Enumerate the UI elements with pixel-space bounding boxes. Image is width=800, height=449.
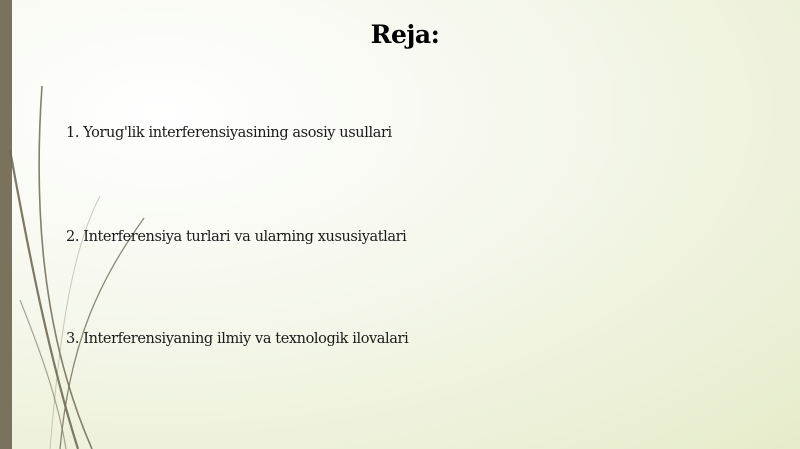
grass-stroke-short <box>20 300 66 449</box>
slide-title: Reja: <box>370 20 440 49</box>
left-accent-bar <box>0 0 12 449</box>
plan-item-1: 1. Yorug'lik interferensiyasining asosiy usullari <box>66 125 392 141</box>
plan-item-2: 2. Interferensiya turlari va ularning xususiyatlari <box>66 229 407 245</box>
plan-item-3: 3. Interferensiyaning ilmiy va texnologik ilovalari <box>66 331 409 347</box>
grass-stroke-curve <box>10 150 78 449</box>
